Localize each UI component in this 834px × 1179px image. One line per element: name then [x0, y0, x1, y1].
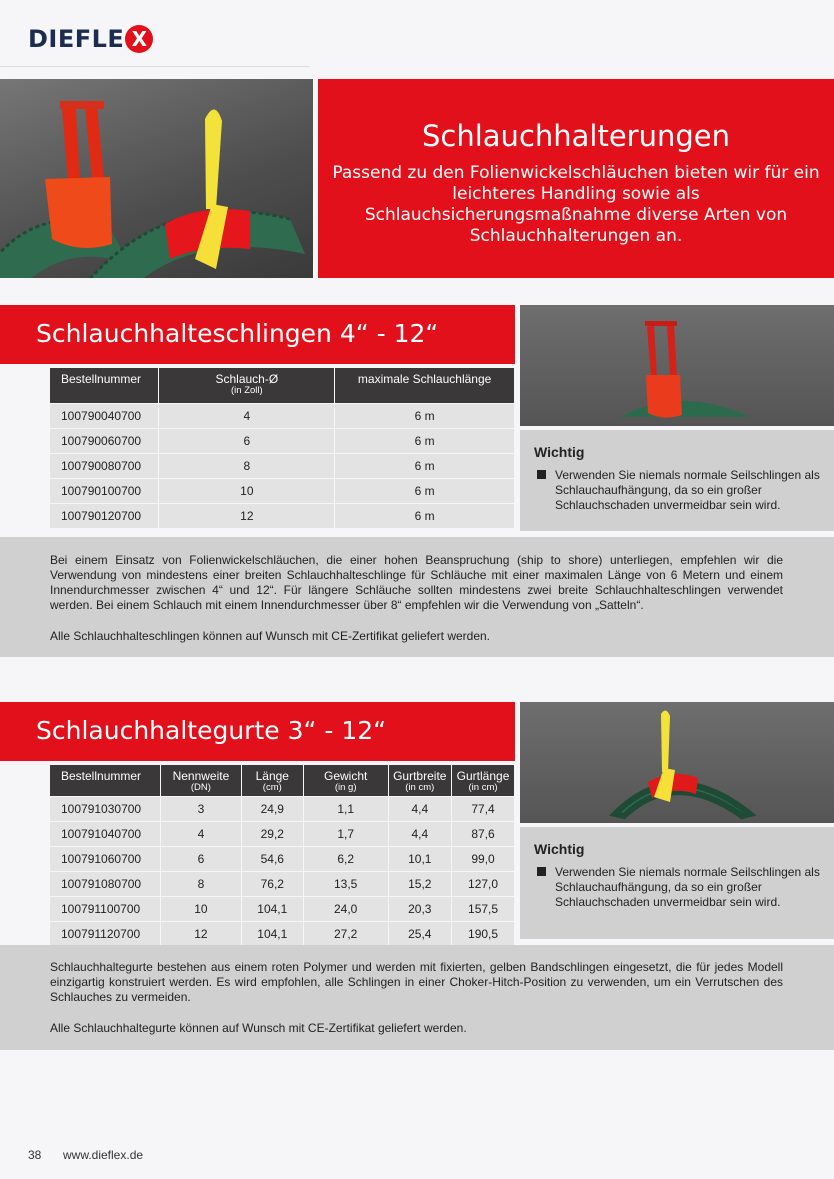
table-cell: 100790040700: [50, 404, 158, 428]
section1-ce-note: Alle Schlauchhalteschlingen können auf Wunsch mit CE-Zertifikat geliefert werden.: [50, 629, 491, 643]
table-cell: 76,2: [242, 872, 303, 896]
table-cell: 190,5: [452, 922, 514, 946]
section1-title: Schlauchhalteschlingen 4“ - 12“: [36, 319, 439, 348]
table-cell: 6: [159, 429, 334, 453]
section2-title: Schlauchhaltegurte 3“ - 12“: [36, 716, 387, 745]
section2-warning-box: [520, 827, 834, 939]
logo-x-mark: X: [125, 25, 153, 53]
column-header: Schlauch-Ø (in Zoll): [159, 368, 334, 403]
table-cell: 10: [159, 479, 334, 503]
table-cell: 4,4: [389, 822, 452, 846]
table-row: [50, 404, 514, 428]
table-cell: 10: [161, 897, 241, 921]
table-cell: 6 m: [335, 429, 514, 453]
column-header: Gurtbreite (in cm): [389, 765, 452, 796]
section1-warning-box: [520, 430, 834, 531]
table-cell: 8: [159, 454, 334, 478]
table-cell: 100790060700: [50, 429, 158, 453]
table-cell: 1,7: [304, 822, 388, 846]
table-cell: 6,2: [304, 847, 388, 871]
section2-info-band: [0, 945, 834, 1050]
table-cell: 8: [161, 872, 241, 896]
table-cell: 4: [161, 822, 241, 846]
table-cell: 6 m: [335, 404, 514, 428]
table-cell: 100791080700: [50, 872, 160, 896]
section1-table: [49, 367, 515, 529]
table-cell: 100790100700: [50, 479, 158, 503]
square-bullet-icon: [537, 470, 546, 479]
table-row: [50, 479, 514, 503]
table-cell: 24,9: [242, 797, 303, 821]
table-cell: 6 m: [335, 479, 514, 503]
table-cell: 100791040700: [50, 822, 160, 846]
section2-info-paragraph: Schlauchhaltegurte bestehen aus einem roten Polymer und werden mit fixierten, gelben Bandschlingen eingesetzt, die für jedes Modell einzigartig konstruiert werden. Es wird empfohlen, alle Schlingen in einer Choker-Hitch-Position zu verwenden, um ein Verrutschen des Schlauches zu vermeiden.: [50, 960, 783, 1004]
table-cell: 12: [161, 922, 241, 946]
section2-ce-note: Alle Schlauchhaltegurte können auf Wunsch mit CE-Zertifikat geliefert werden.: [50, 1021, 467, 1035]
table-cell: 13,5: [304, 872, 388, 896]
column-header: Gurtlänge (in cm): [452, 765, 514, 796]
table-row: [50, 429, 514, 453]
footer-url[interactable]: www.dieflex.de: [63, 1148, 144, 1162]
table-cell: 104,1: [242, 897, 303, 921]
page-number: 38: [28, 1148, 42, 1162]
table-header-row: [50, 765, 514, 796]
hose-sling-photo: [520, 305, 834, 426]
table-row: [50, 847, 514, 871]
table-cell: 20,3: [389, 897, 452, 921]
table-cell: 24,0: [304, 897, 388, 921]
square-bullet-icon: [537, 867, 546, 876]
table-cell: 87,6: [452, 822, 514, 846]
table-cell: 100791060700: [50, 847, 160, 871]
table-cell: 127,0: [452, 872, 514, 896]
table-cell: 15,2: [389, 872, 452, 896]
table-row: [50, 504, 514, 528]
table-cell: 77,4: [452, 797, 514, 821]
table-cell: 10,1: [389, 847, 452, 871]
warning-title: Wichtig: [534, 841, 585, 857]
logo-text: DIEFLE: [28, 25, 125, 53]
table-cell: 100791120700: [50, 922, 160, 946]
table-row: [50, 872, 514, 896]
column-header: Bestellnummer: [50, 368, 158, 403]
table-cell: 54,6: [242, 847, 303, 871]
table-cell: 29,2: [242, 822, 303, 846]
column-header: maximale Schlauchlänge: [335, 368, 514, 403]
table-cell: 104,1: [242, 922, 303, 946]
section2-banner: [0, 702, 515, 761]
hero-photo: [0, 79, 313, 278]
column-header: Länge (cm): [242, 765, 303, 796]
table-cell: 3: [161, 797, 241, 821]
header-divider: [0, 66, 310, 67]
hero-title: Schlauchhalterungen: [422, 119, 730, 153]
hose-belt-photo: [520, 702, 834, 823]
warning-title: Wichtig: [534, 444, 585, 460]
table-row: [50, 897, 514, 921]
table-row: [50, 454, 514, 478]
section2-table: [49, 764, 515, 947]
table-cell: 157,5: [452, 897, 514, 921]
hero-description: Passend zu den Folienwickelschläuchen bieten wir für ein leichteres Handling sowie als Schlauchsicherungsmaßnahme diverse Arten von Schlauchhalterungen an.: [332, 163, 820, 246]
table-cell: 4: [159, 404, 334, 428]
table-cell: 100790120700: [50, 504, 158, 528]
table-cell: 100791100700: [50, 897, 160, 921]
table-cell: 6: [161, 847, 241, 871]
hose-holders-photo: [0, 79, 313, 278]
column-header: Gewicht (in g): [304, 765, 388, 796]
table-cell: 6 m: [335, 454, 514, 478]
table-cell: 99,0: [452, 847, 514, 871]
column-header: Bestellnummer: [50, 765, 160, 796]
table-row: [50, 797, 514, 821]
table-cell: 25,4: [389, 922, 452, 946]
warning-text: Verwenden Sie niemals normale Seilschlingen als Schlauchaufhängung, da so ein großer Schlauchschaden unvermeidbar sein wird.: [555, 468, 820, 512]
table-cell: 100790080700: [50, 454, 158, 478]
table-cell: 100791030700: [50, 797, 160, 821]
table-cell: 12: [159, 504, 334, 528]
hero-panel: [318, 79, 834, 278]
section1-banner: [0, 305, 515, 364]
section1-info-paragraph: Bei einem Einsatz von Folienwickelschläuchen, die einer hohen Beanspruchung (ship to shore) unterliegen, empfehlen wir die Verwendung von mindestens einer breiten Schlauchhalteschlinge für Schläuche mit einer maximalen Länge von 6 Metern und einem Innendurchmesser zwischen 4“ und 12“. Für längere Schläuche sollten mindestens zwei breite Schlauchhalteschlingen verwendet werden. Bei einem Schlauch mit einem Innendurchmesser über 8“ empfehlen wir die Verwendung von „Satteln“.: [50, 553, 783, 612]
column-header: Nennweite (DN): [161, 765, 241, 796]
section2-product-photo: [520, 702, 834, 823]
table-cell: 6 m: [335, 504, 514, 528]
section1-product-photo: [520, 305, 834, 426]
table-row: [50, 922, 514, 946]
warning-text: Verwenden Sie niemals normale Seilschlingen als Schlauchaufhängung, da so ein großer Schlauchschaden unvermeidbar sein wird.: [555, 865, 820, 909]
section1-info-band: [0, 537, 834, 657]
dieflex-logo: [28, 24, 153, 54]
table-cell: 1,1: [304, 797, 388, 821]
table-cell: 4,4: [389, 797, 452, 821]
table-cell: 27,2: [304, 922, 388, 946]
table-row: [50, 822, 514, 846]
table-header-row: [50, 368, 514, 403]
